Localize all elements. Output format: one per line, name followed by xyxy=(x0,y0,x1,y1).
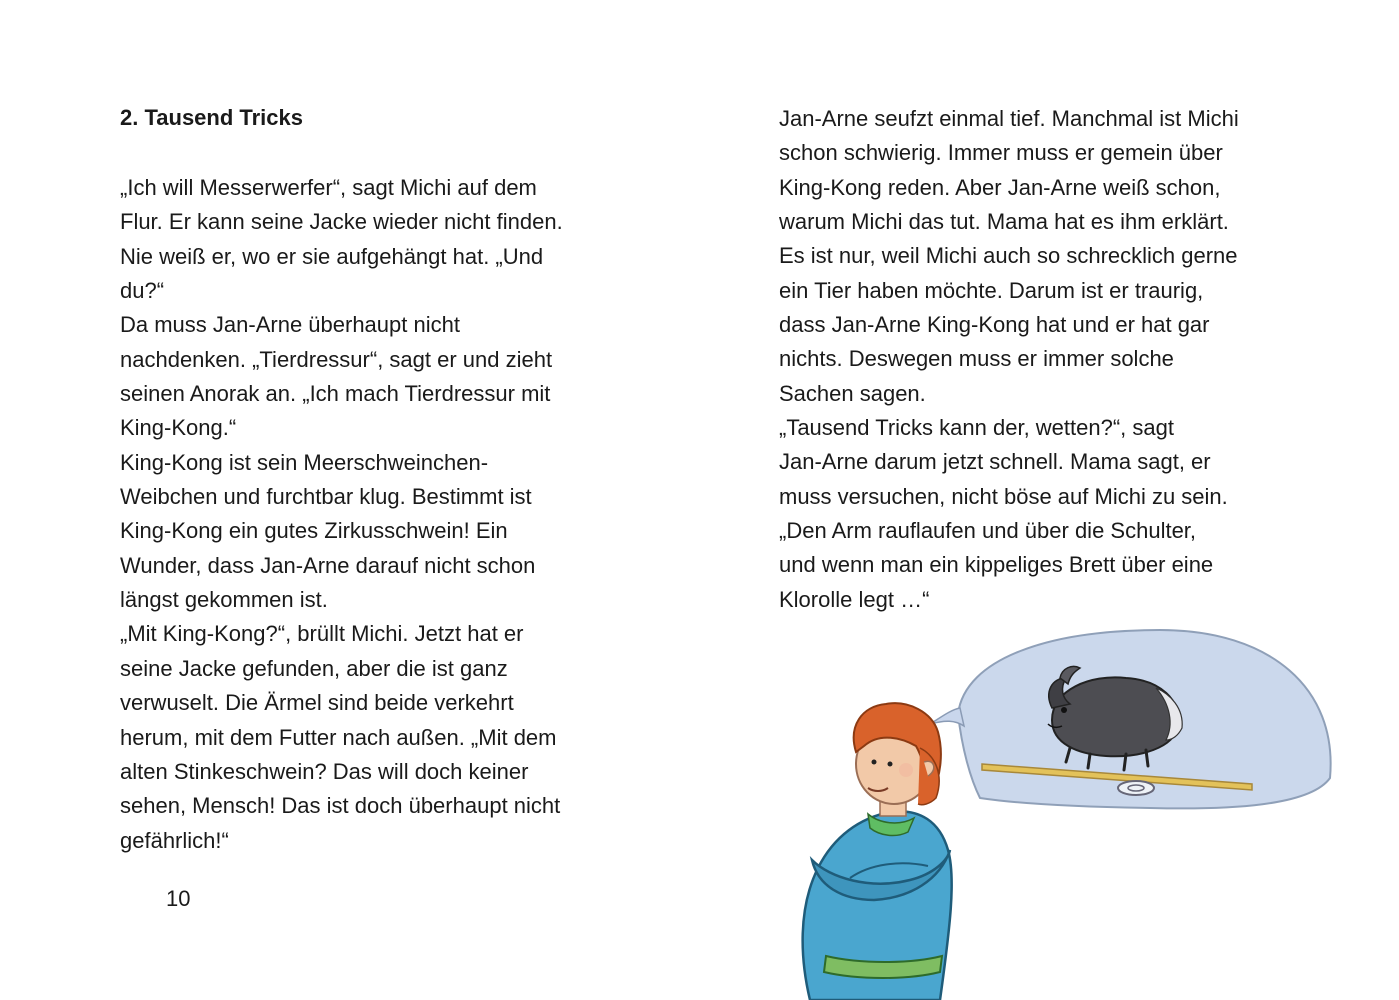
text-line: Nie weiß er, wo er sie aufgehängt hat. „Und xyxy=(120,243,544,269)
text-line: herum, mit dem Futter nach außen. „Mit dem xyxy=(120,724,557,750)
text-line: muss versuchen, nicht böse auf Michi zu sein. xyxy=(779,483,1228,509)
text-line: verwuselt. Die Ärmel sind beide verkehrt xyxy=(120,690,514,716)
left-text-block xyxy=(120,171,680,858)
text-line: „Ich will Messerwerfer“, sagt Michi auf dem xyxy=(120,175,537,200)
text-line: gefährlich!“ xyxy=(120,827,229,853)
text-line: dass Jan-Arne King-Kong hat und er hat gar xyxy=(779,312,1210,338)
text-line: „Den Arm rauflaufen und über die Schulter, xyxy=(779,518,1197,544)
text-line: King-Kong reden. Aber Jan-Arne weiß schon, xyxy=(779,174,1221,200)
text-line: Klorolle legt …“ xyxy=(779,586,930,612)
text-line: alten Stinkeschwein? Das will doch keiner xyxy=(120,758,529,784)
text-line: Es ist nur, weil Michi auch so schrecklich gerne xyxy=(779,243,1238,269)
text-line: sehen, Mensch! Das ist doch überhaupt nicht xyxy=(120,793,561,819)
chapter-title: 2. Tausend Tricks xyxy=(120,105,304,130)
text-line: nichts. Deswegen muss er immer solche xyxy=(779,346,1174,372)
text-line: seine Jacke gefunden, aber die ist ganz xyxy=(120,655,508,681)
text-line: Sachen sagen. xyxy=(779,380,926,406)
text-line: Jan-Arne seufzt einmal tief. Manchmal ist Michi xyxy=(779,106,1239,131)
text-line: warum Michi das tut. Mama hat es ihm erklärt. xyxy=(779,209,1229,235)
text-line: seinen Anorak an. „Ich mach Tierdressur mit xyxy=(120,381,551,407)
text-line: ein Tier haben möchte. Darum ist er traurig, xyxy=(779,277,1204,303)
boy-jan-arne xyxy=(803,703,952,1000)
right-page xyxy=(700,0,1399,1000)
text-line: Da muss Jan-Arne überhaupt nicht xyxy=(120,312,460,338)
text-line: Weibchen und furchtbar klug. Bestimmt ist xyxy=(120,484,532,510)
text-line: Flur. Er kann seine Jacke wieder nicht finden. xyxy=(120,209,563,235)
text-line: „Tausend Tricks kann der, wetten?“, sagt xyxy=(779,415,1174,441)
page-number: 10 xyxy=(166,886,191,911)
right-text-block xyxy=(779,102,1339,617)
text-line: „Mit King-Kong?“, brüllt Michi. Jetzt hat er xyxy=(120,621,524,647)
text-line: Wunder, dass Jan-Arne darauf nicht schon xyxy=(120,552,536,578)
toilet-roll xyxy=(1118,781,1154,795)
text-line: King-Kong.“ xyxy=(120,415,237,441)
text-line: du?“ xyxy=(120,278,165,304)
text-line: längst gekommen ist. xyxy=(120,587,328,613)
text-line: nachdenken. „Tierdressur“, sagt er und zieht xyxy=(120,346,553,372)
text-line: und wenn man ein kippeliges Brett über eine xyxy=(779,552,1214,578)
text-line: King-Kong ein gutes Zirkusschwein! Ein xyxy=(120,518,508,544)
text-line: schon schwierig. Immer muss er gemein über xyxy=(779,140,1223,166)
boy-thinking-illustration xyxy=(790,628,1350,1000)
text-line: Jan-Arne darum jetzt schnell. Mama sagt, er xyxy=(779,449,1211,475)
text-line: King-Kong ist sein Meerschweinchen- xyxy=(120,449,489,475)
